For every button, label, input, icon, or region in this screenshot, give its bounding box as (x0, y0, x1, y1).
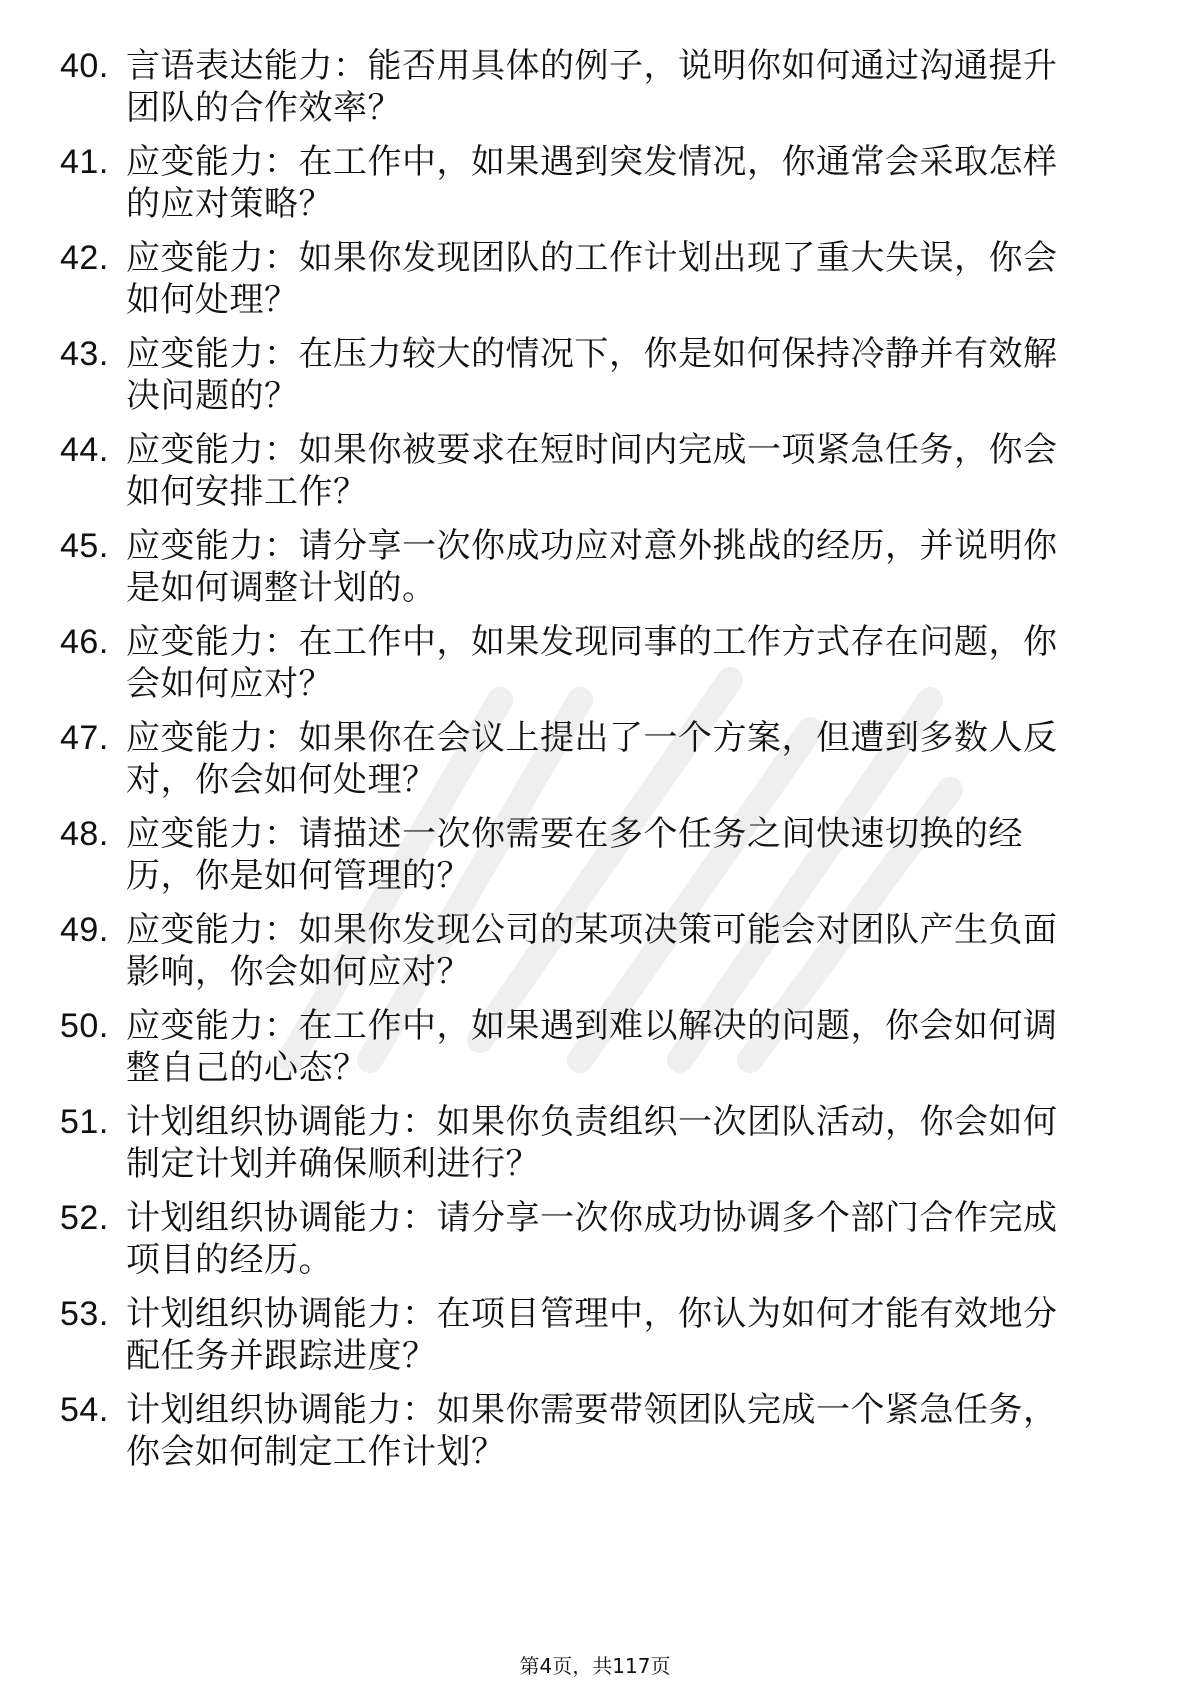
question-text: 应变能力：如果你发现团队的工作计划出现了重大失误，你会如何处理？ (126, 238, 1058, 320)
question-text: 应变能力：请描述一次你需要在多个任务之间快速切换的经历，你是如何管理的？ (126, 814, 1023, 896)
question-text: 计划组织协调能力：请分享一次你成功协调多个部门合作完成项目的经历。 (126, 1198, 1058, 1280)
question-item (60, 1101, 1120, 1185)
question-number: 42. (60, 239, 109, 277)
question-item (60, 45, 1120, 129)
question-number: 51. (60, 1103, 109, 1141)
question-text: 计划组织协调能力：如果你需要带领团队完成一个紧急任务，你会如何制定工作计划？ (126, 1390, 1058, 1472)
question-item (60, 909, 1120, 993)
question-item (60, 717, 1120, 801)
question-item (60, 237, 1120, 321)
question-item (60, 429, 1120, 513)
question-number: 45. (60, 527, 109, 565)
question-item (60, 1197, 1120, 1281)
question-number: 49. (60, 911, 109, 949)
question-number: 54. (60, 1391, 109, 1429)
question-item (60, 813, 1120, 897)
question-text: 应变能力：在工作中，如果遇到突发情况，你通常会采取怎样的应对策略？ (126, 142, 1058, 224)
question-item (60, 1293, 1120, 1377)
page-number-label: 第4页，共117页 (519, 1654, 671, 1678)
question-text: 言语表达能力：能否用具体的例子，说明你如何通过沟通提升团队的合作效率？ (126, 46, 1058, 128)
question-item (60, 141, 1120, 225)
question-text: 应变能力：如果你发现公司的某项决策可能会对团队产生负面影响，你会如何应对？ (126, 910, 1058, 992)
question-text: 计划组织协调能力：在项目管理中，你认为如何才能有效地分配任务并跟踪进度？ (126, 1294, 1058, 1376)
question-number: 48. (60, 815, 109, 853)
question-text: 应变能力：如果你在会议上提出了一个方案，但遭到多数人反对，你会如何处理？ (126, 718, 1058, 800)
question-number: 41. (60, 143, 109, 181)
question-number: 50. (60, 1007, 109, 1045)
question-item (60, 333, 1120, 417)
question-number: 52. (60, 1199, 109, 1237)
question-text: 应变能力：在压力较大的情况下，你是如何保持冷静并有效解决问题的？ (126, 334, 1058, 416)
question-item (60, 1389, 1120, 1473)
question-item (60, 1005, 1120, 1089)
question-list (60, 45, 1120, 1485)
question-number: 40. (60, 47, 109, 85)
question-number: 46. (60, 623, 109, 661)
question-text: 计划组织协调能力：如果你负责组织一次团队活动，你会如何制定计划并确保顺利进行？ (126, 1102, 1058, 1184)
question-number: 53. (60, 1295, 109, 1333)
question-item (60, 621, 1120, 705)
page-footer (0, 1650, 1190, 1679)
question-number: 43. (60, 335, 109, 373)
question-item (60, 525, 1120, 609)
question-number: 47. (60, 719, 109, 757)
question-text: 应变能力：请分享一次你成功应对意外挑战的经历，并说明你是如何调整计划的。 (126, 526, 1058, 608)
question-text: 应变能力：如果你被要求在短时间内完成一项紧急任务，你会如何安排工作？ (126, 430, 1058, 512)
question-text: 应变能力：在工作中，如果遇到难以解决的问题，你会如何调整自己的心态？ (126, 1006, 1058, 1088)
question-text: 应变能力：在工作中，如果发现同事的工作方式存在问题，你会如何应对？ (126, 622, 1058, 704)
question-number: 44. (60, 431, 109, 469)
